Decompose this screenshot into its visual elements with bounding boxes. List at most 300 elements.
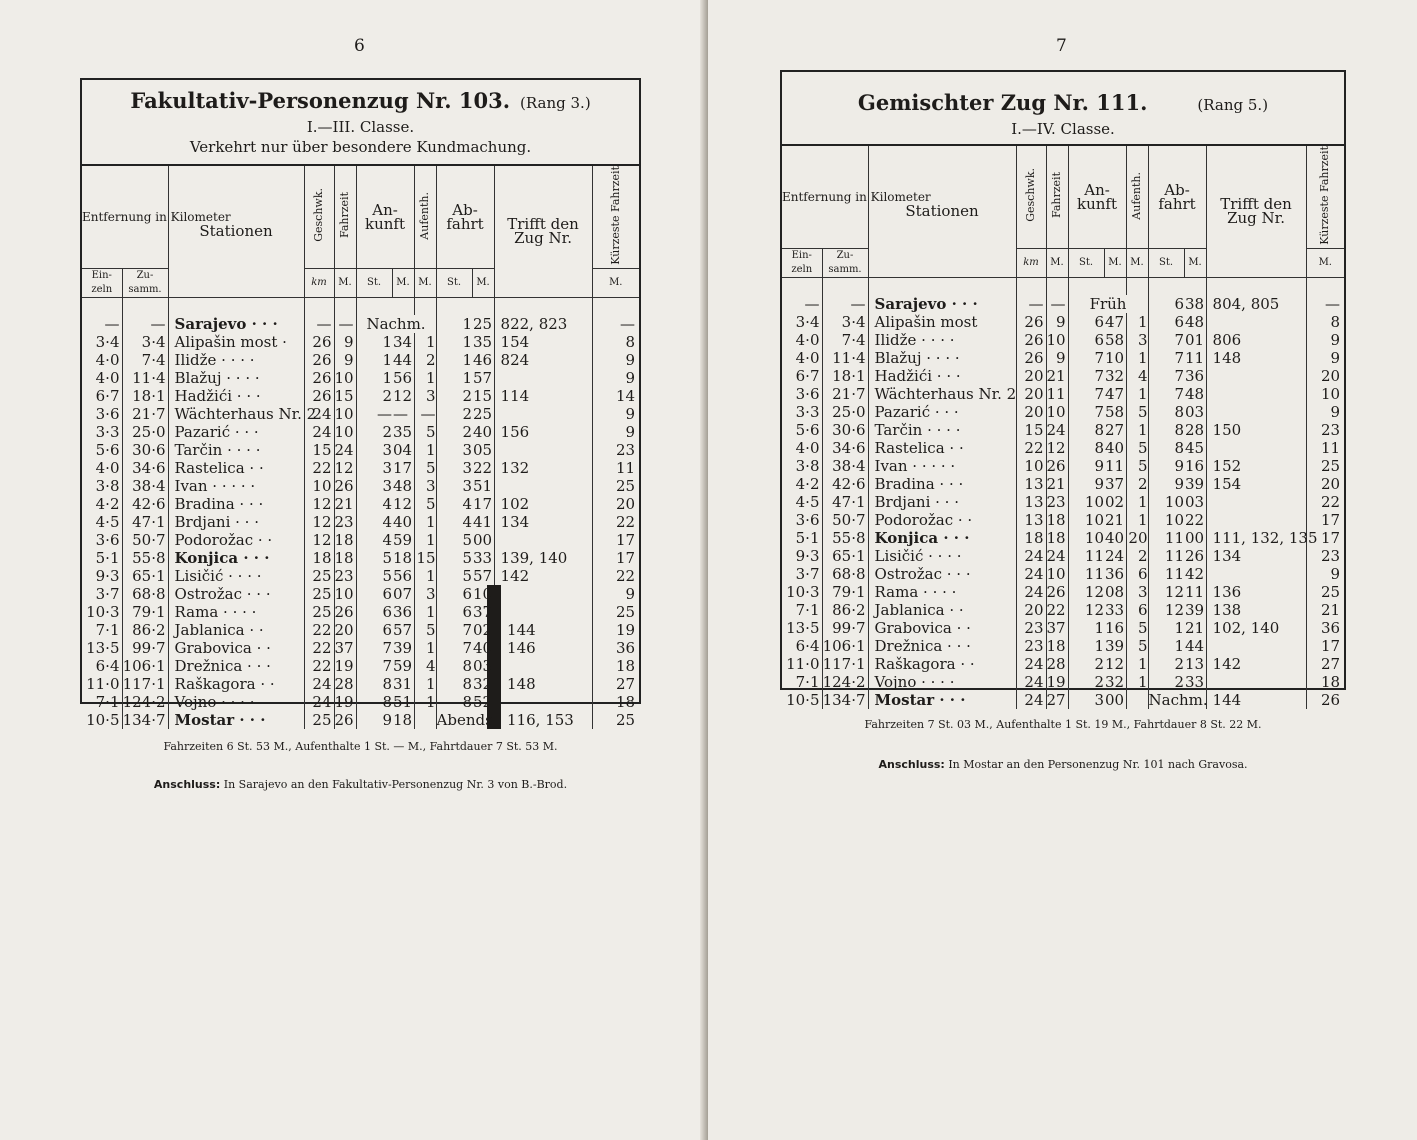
shortest-time: 17 (1306, 511, 1344, 529)
unit-minutes: M. (1104, 248, 1126, 277)
departure-hour: 6 (436, 603, 472, 621)
arrival-minute: 51 (393, 693, 413, 712)
arrival-minute: 04 (393, 441, 413, 460)
arrival-hour: 3 (356, 441, 392, 459)
station-name: Sarajevo · · · (168, 315, 304, 333)
unit-minutes: M. (1184, 248, 1206, 277)
connecting-trains: 154 (1206, 475, 1306, 493)
travel-minutes: 9 (334, 351, 356, 369)
station-name: Jablanica · · (868, 601, 1016, 619)
travel-minutes: 9 (1046, 349, 1068, 367)
km-single: 4·5 (795, 493, 820, 512)
train-rank: (Rang 5.) (1197, 96, 1269, 114)
speed: 15 (1016, 421, 1046, 439)
train-rank: (Rang 3.) (520, 94, 591, 112)
stop-minutes: 3 (414, 585, 436, 603)
connecting-trains (1206, 385, 1306, 403)
km-single: 4·0 (795, 439, 820, 458)
arrival-hour: 10 (1068, 493, 1104, 511)
shortest-time: 10 (1306, 385, 1344, 403)
km-total: 42·6 (822, 475, 868, 493)
stop-minutes: 5 (1126, 457, 1148, 475)
travel-minutes: 26 (334, 711, 356, 729)
header-einzeln: Ein-zeln (82, 268, 122, 297)
connecting-trains (1206, 367, 1306, 385)
connecting-trains: 146 (494, 639, 592, 657)
speed: 26 (1016, 313, 1046, 331)
table-row (82, 441, 639, 459)
footer-times: Fahrzeiten 7 St. 03 M., Aufenthalte 1 St. 19 M., Fahrtdauer 8 St. 22 M. (864, 718, 1262, 731)
arrival-minute: 17 (393, 459, 413, 478)
stop-minutes: 1 (1126, 511, 1148, 529)
departure-minute: 22 (1185, 511, 1205, 530)
connecting-trains: 156 (494, 423, 592, 441)
header-abfahrt: Ab-fahrt (436, 166, 494, 268)
header-ankunft: An-kunft (1068, 146, 1126, 248)
station-name: Lisičić · · · · (868, 547, 1016, 565)
departure-minute: 37 (473, 603, 493, 622)
station-name: Grabovica · · (868, 619, 1016, 637)
stop-minutes: 1 (414, 675, 436, 693)
shortest-time: 9 (592, 423, 639, 441)
km-total: 65·1 (822, 547, 868, 565)
speed: 25 (304, 585, 334, 603)
arrival-minute: — (393, 405, 409, 424)
shortest-time: 17 (592, 531, 639, 549)
speed: 26 (1016, 331, 1046, 349)
departure-hour: 1 (436, 369, 472, 387)
arrival-minute: 57 (393, 621, 413, 640)
departure-minute: 17 (473, 495, 493, 514)
footer-times: Fahrzeiten 6 St. 53 M., Aufenthalte 1 St. — M., Fahrtdauer 7 St. 53 M. (163, 740, 558, 753)
unit-km: km (1016, 248, 1046, 277)
km-single: 7·1 (95, 693, 120, 712)
arrival-hour: 6 (356, 603, 392, 621)
arrival-minute: 59 (393, 531, 413, 550)
travel-minutes: 26 (334, 603, 356, 621)
arrival-hour: 6 (356, 585, 392, 603)
arrival-hour: 1 (356, 351, 392, 369)
km-single: 13·5 (786, 619, 820, 638)
shortest-time: 21 (1306, 601, 1344, 619)
service-note: Verkehrt nur über besondere Kundmachung. (189, 138, 532, 156)
station-name: Sarajevo · · · (868, 295, 1016, 313)
departure-hour: 11 (1148, 547, 1184, 565)
arrival-hour: 4 (356, 495, 392, 513)
departure-hour: 7 (1148, 331, 1184, 349)
km-total: 34·6 (822, 439, 868, 457)
shortest-time: 20 (592, 495, 639, 513)
km-total: 7·4 (122, 351, 168, 369)
connecting-trains: 134 (1206, 547, 1306, 565)
arrival-minute: 02 (1105, 493, 1125, 512)
station-name: Vojno · · · · (168, 693, 304, 711)
km-single: 3·6 (795, 385, 820, 404)
departure-minute: 22 (473, 459, 493, 478)
shortest-time: 20 (1306, 367, 1344, 385)
page-number: 6 (354, 36, 365, 56)
station-name: Ilidže · · · · (168, 351, 304, 369)
departure-minute: 13 (1185, 655, 1205, 674)
table-row (782, 547, 1344, 565)
connecting-trains: 804, 805 (1206, 295, 1306, 313)
departure-minute: 46 (473, 351, 493, 370)
stop-minutes: 2 (414, 351, 436, 369)
departure-hour: 5 (436, 567, 472, 585)
table-row (782, 691, 1344, 709)
arrival-minute: 39 (393, 639, 413, 658)
km-single: 4·0 (95, 459, 120, 478)
stop-minutes: 6 (1126, 565, 1148, 583)
km-single: 9·3 (795, 547, 820, 566)
departure-minute: 11 (1185, 349, 1205, 368)
shortest-time: 27 (592, 675, 639, 693)
table-row (782, 439, 1344, 457)
station-name: Podorožac · · (868, 511, 1016, 529)
shortest-time: 17 (1306, 529, 1344, 547)
arrival-minute: 36 (393, 603, 413, 622)
stop-minutes: 5 (1126, 439, 1148, 457)
arrival-minute: 40 (1105, 529, 1125, 548)
stop-minutes: 5 (1126, 619, 1148, 637)
km-total: 86·2 (122, 621, 168, 639)
km-total: 55·8 (822, 529, 868, 547)
stop-minutes: 1 (414, 333, 436, 351)
km-single: 7·1 (795, 601, 820, 620)
station-name: Hadžići · · · (168, 387, 304, 405)
stop-minutes: 1 (414, 639, 436, 657)
shortest-time: 9 (1306, 331, 1344, 349)
departure-minute: 39 (1185, 601, 1205, 620)
arrival-hour: 6 (1068, 313, 1104, 331)
arrival-minute: 21 (1105, 511, 1125, 530)
speed: 24 (1016, 583, 1046, 601)
stop-minutes: 1 (1126, 385, 1148, 403)
station-name: Alipašin most · (168, 333, 304, 351)
km-total: 47·1 (822, 493, 868, 511)
departure-minute: 16 (1185, 457, 1205, 476)
arrival-minute: 39 (1105, 637, 1125, 656)
departure-hour: 12 (1148, 601, 1184, 619)
travel-minutes: 10 (1046, 403, 1068, 421)
stop-minutes: 5 (1126, 403, 1148, 421)
km-single: 4·0 (795, 331, 820, 350)
departure-minute: 57 (473, 369, 493, 388)
connecting-trains: 132 (494, 459, 592, 477)
speed: 24 (304, 405, 334, 423)
km-single: 7·1 (795, 673, 820, 692)
departure-minute: 36 (1185, 367, 1205, 386)
arrival-hour: 5 (356, 549, 392, 567)
travel-minutes: 26 (1046, 583, 1068, 601)
departure-minute: 33 (473, 549, 493, 568)
arrival-minute: 35 (393, 423, 413, 442)
departure-hour: 1 (436, 315, 472, 333)
km-single: 3·7 (95, 585, 120, 604)
shortest-time: 11 (592, 459, 639, 477)
speed: 24 (1016, 565, 1046, 583)
departure-minute: 39 (1185, 475, 1205, 494)
stop-minutes: 3 (1126, 583, 1148, 601)
travel-minutes: 10 (334, 585, 356, 603)
shortest-time: 9 (1306, 403, 1344, 421)
departure-hour: 1 (436, 333, 472, 351)
connecting-trains (1206, 403, 1306, 421)
travel-minutes: 18 (1046, 511, 1068, 529)
shortest-time: 22 (1306, 493, 1344, 511)
speed: — (304, 315, 334, 333)
departure-hour: 6 (1148, 313, 1184, 331)
table-row (82, 657, 639, 675)
stop-minutes: 3 (1126, 331, 1148, 349)
speed: 26 (1016, 349, 1046, 367)
km-total: 21·7 (822, 385, 868, 403)
header-fahrzeit: Fahrzeit (338, 192, 352, 239)
departure-hour: 5 (436, 531, 472, 549)
shortest-time: 8 (592, 333, 639, 351)
departure-minute: 41 (473, 513, 493, 532)
shortest-time: 25 (592, 603, 639, 621)
connecting-trains: 139, 140 (494, 549, 592, 567)
shortest-time: 11 (1306, 439, 1344, 457)
stop-minutes: 1 (414, 441, 436, 459)
stop-minutes: 1 (414, 513, 436, 531)
speed: 18 (1016, 529, 1046, 547)
departure-minute: 21 (1185, 619, 1205, 638)
connecting-trains: 154 (494, 333, 592, 351)
station-name: Rastelica · · (168, 459, 304, 477)
km-single: 3·4 (795, 313, 820, 332)
speed: 26 (304, 351, 334, 369)
train-title-text: Gemischter Zug Nr. 111. (857, 90, 1148, 115)
departure-hour: 7 (1148, 367, 1184, 385)
unit-minutes: M. (414, 268, 436, 297)
stop-minutes: — (414, 405, 436, 423)
arrival-minute: 12 (393, 387, 413, 406)
shortest-time: 26 (1306, 691, 1344, 709)
station-name: Konjica · · · (868, 529, 1016, 547)
arrival-minute: 47 (1105, 385, 1125, 404)
km-single: 5·1 (795, 529, 820, 548)
connecting-trains (1206, 673, 1306, 691)
speed: 26 (304, 369, 334, 387)
km-single: 7·1 (95, 621, 120, 640)
train-classes: I.—III. Classe. (306, 118, 415, 136)
station-name: Brdjani · · · (168, 513, 304, 531)
departure-minute: 03 (1185, 493, 1205, 512)
arrival-hour: 7 (1068, 403, 1104, 421)
shortest-time: 23 (1306, 421, 1344, 439)
travel-minutes: 15 (334, 387, 356, 405)
train-title (82, 88, 639, 113)
departure-hour: 9 (1148, 475, 1184, 493)
km-single: 4·0 (795, 349, 820, 368)
km-single: 10·3 (786, 583, 820, 602)
speed: 22 (1016, 439, 1046, 457)
departure-hour: 6 (1148, 295, 1184, 313)
table-row (82, 495, 639, 513)
km-total: — (822, 295, 868, 313)
station-name: Grabovica · · (168, 639, 304, 657)
header-einzeln: Ein-zeln (782, 248, 822, 277)
arrival-minute: 32 (1105, 367, 1125, 386)
speed: 18 (304, 549, 334, 567)
travel-minutes: — (1046, 295, 1068, 313)
shortest-time: 25 (592, 711, 639, 729)
arrival-hour: 7 (1068, 367, 1104, 385)
connecting-trains: 142 (494, 567, 592, 585)
speed: 24 (1016, 547, 1046, 565)
arrival-minute: 18 (393, 549, 413, 568)
speed: 10 (304, 477, 334, 495)
departure-minute: 28 (1185, 421, 1205, 440)
km-total: 117·1 (122, 675, 168, 693)
travel-minutes: 9 (334, 333, 356, 351)
station-name: Rama · · · · (168, 603, 304, 621)
header-stationen: Stationen (168, 166, 304, 297)
travel-minutes: 24 (1046, 421, 1068, 439)
unit-hours: St. (436, 268, 472, 297)
table-row (782, 421, 1344, 439)
table-row (782, 655, 1344, 673)
km-total: 68·8 (122, 585, 168, 603)
station-name: Raškagora · · (168, 675, 304, 693)
departure-minute: 48 (1185, 385, 1205, 404)
shortest-time: 18 (592, 657, 639, 675)
unit-hours: St. (356, 268, 392, 297)
travel-minutes: 18 (334, 549, 356, 567)
travel-minutes: 28 (1046, 655, 1068, 673)
arrival-hour: 2 (1068, 673, 1104, 691)
shortest-time: 9 (592, 369, 639, 387)
departure-minute: 01 (1185, 331, 1205, 350)
table-row (82, 711, 639, 729)
stop-minutes: 6 (1126, 601, 1148, 619)
travel-minutes: 10 (334, 423, 356, 441)
station-name: Drežnica · · · (168, 657, 304, 675)
km-total: 124·2 (822, 673, 868, 691)
station-name: Vojno · · · · (868, 673, 1016, 691)
km-single: 6·4 (795, 637, 820, 656)
km-total: 38·4 (822, 457, 868, 475)
departure-minute: 33 (1185, 673, 1205, 692)
arrival-hour: 3 (1068, 691, 1104, 709)
departure-hour: 3 (436, 477, 472, 495)
header-entfernung: Entfernung in Kilometer (782, 146, 868, 248)
departure-minute: 45 (1185, 439, 1205, 458)
shortest-time: 36 (592, 639, 639, 657)
unit-minutes: M. (392, 268, 414, 297)
table-row (782, 367, 1344, 385)
speed: 24 (304, 423, 334, 441)
speed: 20 (1016, 385, 1046, 403)
km-total: 55·8 (122, 549, 168, 567)
unit-minutes: M. (1046, 248, 1068, 277)
arrival-minute: 59 (393, 657, 413, 676)
km-single: 4·2 (795, 475, 820, 494)
km-single: 3·7 (795, 565, 820, 584)
travel-minutes: 18 (1046, 637, 1068, 655)
header-entfernung: Entfernung in Kilometer (82, 166, 168, 268)
arrival-hour: 7 (356, 639, 392, 657)
stop-minutes: 1 (1126, 655, 1148, 673)
arrival-minute: 56 (393, 567, 413, 586)
departure-hour: 2 (1148, 655, 1184, 673)
connecting-trains (1206, 493, 1306, 511)
arrival-minute: 58 (1105, 331, 1125, 350)
departure-hour: 4 (436, 495, 472, 513)
shortest-time: 14 (592, 387, 639, 405)
arrival-minute: 56 (393, 369, 413, 388)
arrival-hour: 11 (1068, 547, 1104, 565)
stop-minutes: 1 (414, 567, 436, 585)
table-row (782, 385, 1344, 403)
connecting-trains (494, 405, 592, 423)
speed: 24 (304, 693, 334, 711)
departure-minute: 05 (473, 441, 493, 460)
station-name: Konjica · · · (168, 549, 304, 567)
travel-minutes: 24 (334, 441, 356, 459)
travel-minutes: 23 (334, 513, 356, 531)
travel-minutes: 20 (334, 621, 356, 639)
arrival-hour: 12 (1068, 601, 1104, 619)
arrival-hour: 7 (1068, 349, 1104, 367)
km-total: 117·1 (822, 655, 868, 673)
speed: 25 (304, 567, 334, 585)
travel-minutes: 10 (334, 369, 356, 387)
departure-minute: 48 (1185, 313, 1205, 332)
km-single: 6·7 (795, 367, 820, 386)
arrival-hour: 7 (356, 657, 392, 675)
table-row (782, 457, 1344, 475)
km-single: 3·6 (95, 531, 120, 550)
travel-minutes: 18 (334, 531, 356, 549)
arrival-minute: 37 (1105, 475, 1125, 494)
connecting-trains: 114 (494, 387, 592, 405)
stop-minutes: 5 (414, 495, 436, 513)
departure-minute: 35 (473, 333, 493, 352)
arrival-hour: 11 (1068, 565, 1104, 583)
connecting-trains: 111, 132, 135 (1206, 529, 1306, 547)
arrival-hour: 6 (1068, 331, 1104, 349)
shortest-time: 17 (592, 549, 639, 567)
connecting-trains (494, 657, 592, 675)
km-total: 34·6 (122, 459, 168, 477)
departure-hour: 7 (1148, 349, 1184, 367)
departure-minute: 03 (473, 657, 493, 676)
km-total: 42·6 (122, 495, 168, 513)
connection-note (782, 758, 1344, 771)
table-row (82, 423, 639, 441)
km-total: 134·7 (122, 711, 168, 729)
station-name: Hadžići · · · (868, 367, 1016, 385)
travel-minutes: — (334, 315, 356, 333)
connecting-trains: 144 (494, 621, 592, 639)
unit-hours: St. (1068, 248, 1104, 277)
arrival-minute: 12 (393, 495, 413, 514)
departure-hour: 1 (1148, 637, 1184, 655)
departure-hour: 9 (1148, 457, 1184, 475)
departure-minute: 15 (473, 387, 493, 406)
table-row (782, 403, 1344, 421)
connecting-trains: 144 (1206, 691, 1306, 709)
station-name: Blažuj · · · · (868, 349, 1016, 367)
departure-hour: 2 (1148, 673, 1184, 691)
arrival-hour: 2 (356, 387, 392, 405)
unit-minutes: M. (334, 268, 356, 297)
station-name: Drežnica · · · (868, 637, 1016, 655)
stop-minutes: 5 (414, 459, 436, 477)
